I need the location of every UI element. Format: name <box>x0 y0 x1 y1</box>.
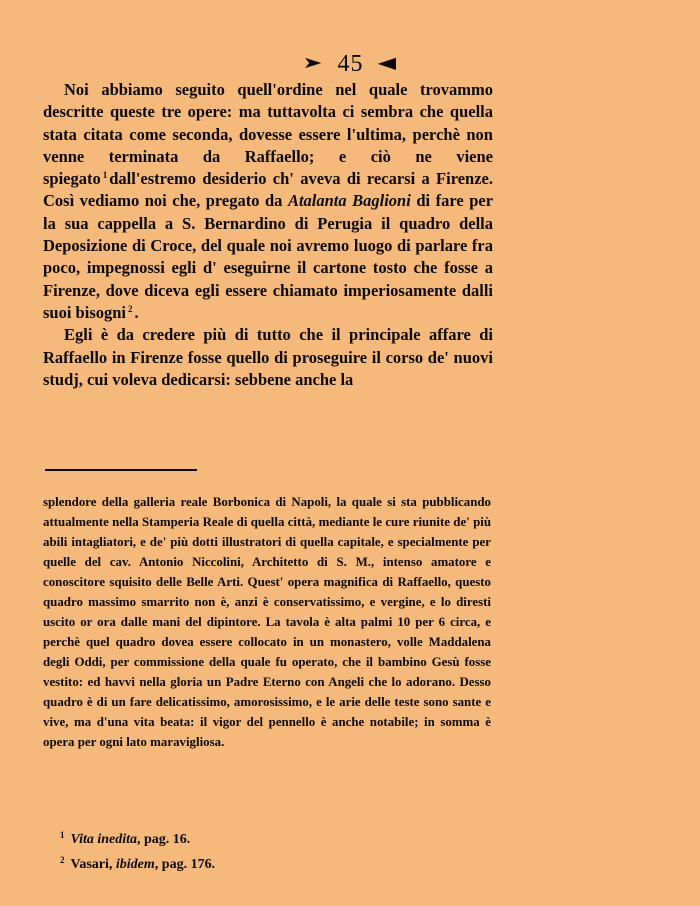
footnote-1 <box>60 825 480 850</box>
footnote-1-title: Vita inedita <box>70 832 138 847</box>
footnote-continuation <box>43 493 491 753</box>
footnote-2-mark: 2 <box>60 855 65 865</box>
footnote-divider <box>45 469 197 471</box>
paragraph-1-text-c: di fare per la sua cappella a S. Bernardino di Perugia il quadro della Deposizione di Croce, del quale noi avremo luogo di parlare fra poco, impegnossi egli d' eseguirne il cartone tosto che fosse a Firenze, dove diceva egli essere chiamato imperiosamente dalli suoi bisogni <box>43 191 494 322</box>
paragraph-1-text-a: Noi abbiamo seguito quell'ordine nel quale trovammo descritte queste tre opere: ma tuttavolta ci sembra che quella stata citata come seconda, dovesse essere l'ultima, perchè non venne terminata da Raffaello; e ciò ne viene spiegato <box>43 80 493 189</box>
footnote-2-rest: , pag. 176. <box>154 857 216 872</box>
right-ornament-icon: ◀ <box>377 55 398 72</box>
footnote-2-title: ibidem <box>115 857 155 872</box>
left-ornament-icon: ➤ <box>302 55 325 72</box>
footnote-1-mark: 1 <box>60 830 65 840</box>
footnote-ref-1: 1 <box>102 170 108 181</box>
footnote-continuation-text: splendore della galleria reale Borbonica di Napoli, la quale si sta pubblicando attualmente nella Stamperia Reale di quella città, mediante le cure riunite de' più abili intagliatori, e de' più dotti illustratori di quella capitale, e specialmente per quelle del cav. Antonio Niccolini, Architetto di S. M., intenso amatore e conoscitore squisito delle Belle Arti. Quest' opera magnifica di Raffaello, questo quadro massimo smarrito non è, anzi è conservatissimo, e vergine, e lo diresti uscito or ora dalle mani del dipintore. La tavola è alta palmi 10 per 6 circa, e perchè quel quadro dovea essere collocato in un monastero, volle Maddalena degli Oddi, per commissione della quale fu operato, che il bambino Gesù fosse vestito: ed havvi nella gloria un Padre Eterno con Angeli che lo adorano. Desso quadro è di un fare delicatissimo, amorosissimo, e le arie delle teste sono sante e vive, ma d'una vita beata: il vigor del pennello è anche notabile; in somma è opera per ogni lato maravigliosa. <box>43 495 491 749</box>
person-name: Atalanta Baglioni <box>287 191 411 211</box>
main-text <box>43 79 493 391</box>
footnotes <box>60 825 480 875</box>
page-header <box>0 50 700 78</box>
footnote-2 <box>60 850 480 875</box>
paragraph-1-text-b: dall'estremo desiderio ch' aveva di recarsi a Firenze. Così vediamo noi che, pregato da <box>43 169 493 211</box>
paragraph-2: Egli è da credere più di tutto che il principale affare di Raffaello in Firenze fosse quello di proseguire il corso de' nuovi studj, cui voleva dedicarsi: sebbene anche la <box>43 325 493 389</box>
footnote-2-pre: Vasari, <box>70 857 116 872</box>
paragraph-1 <box>43 79 493 324</box>
footnote-ref-2: 2 <box>128 303 133 314</box>
footnote-1-rest: , pag. 16. <box>137 832 191 847</box>
page-number: 45 <box>337 51 364 77</box>
paragraph-1-text-d: . <box>134 302 139 322</box>
